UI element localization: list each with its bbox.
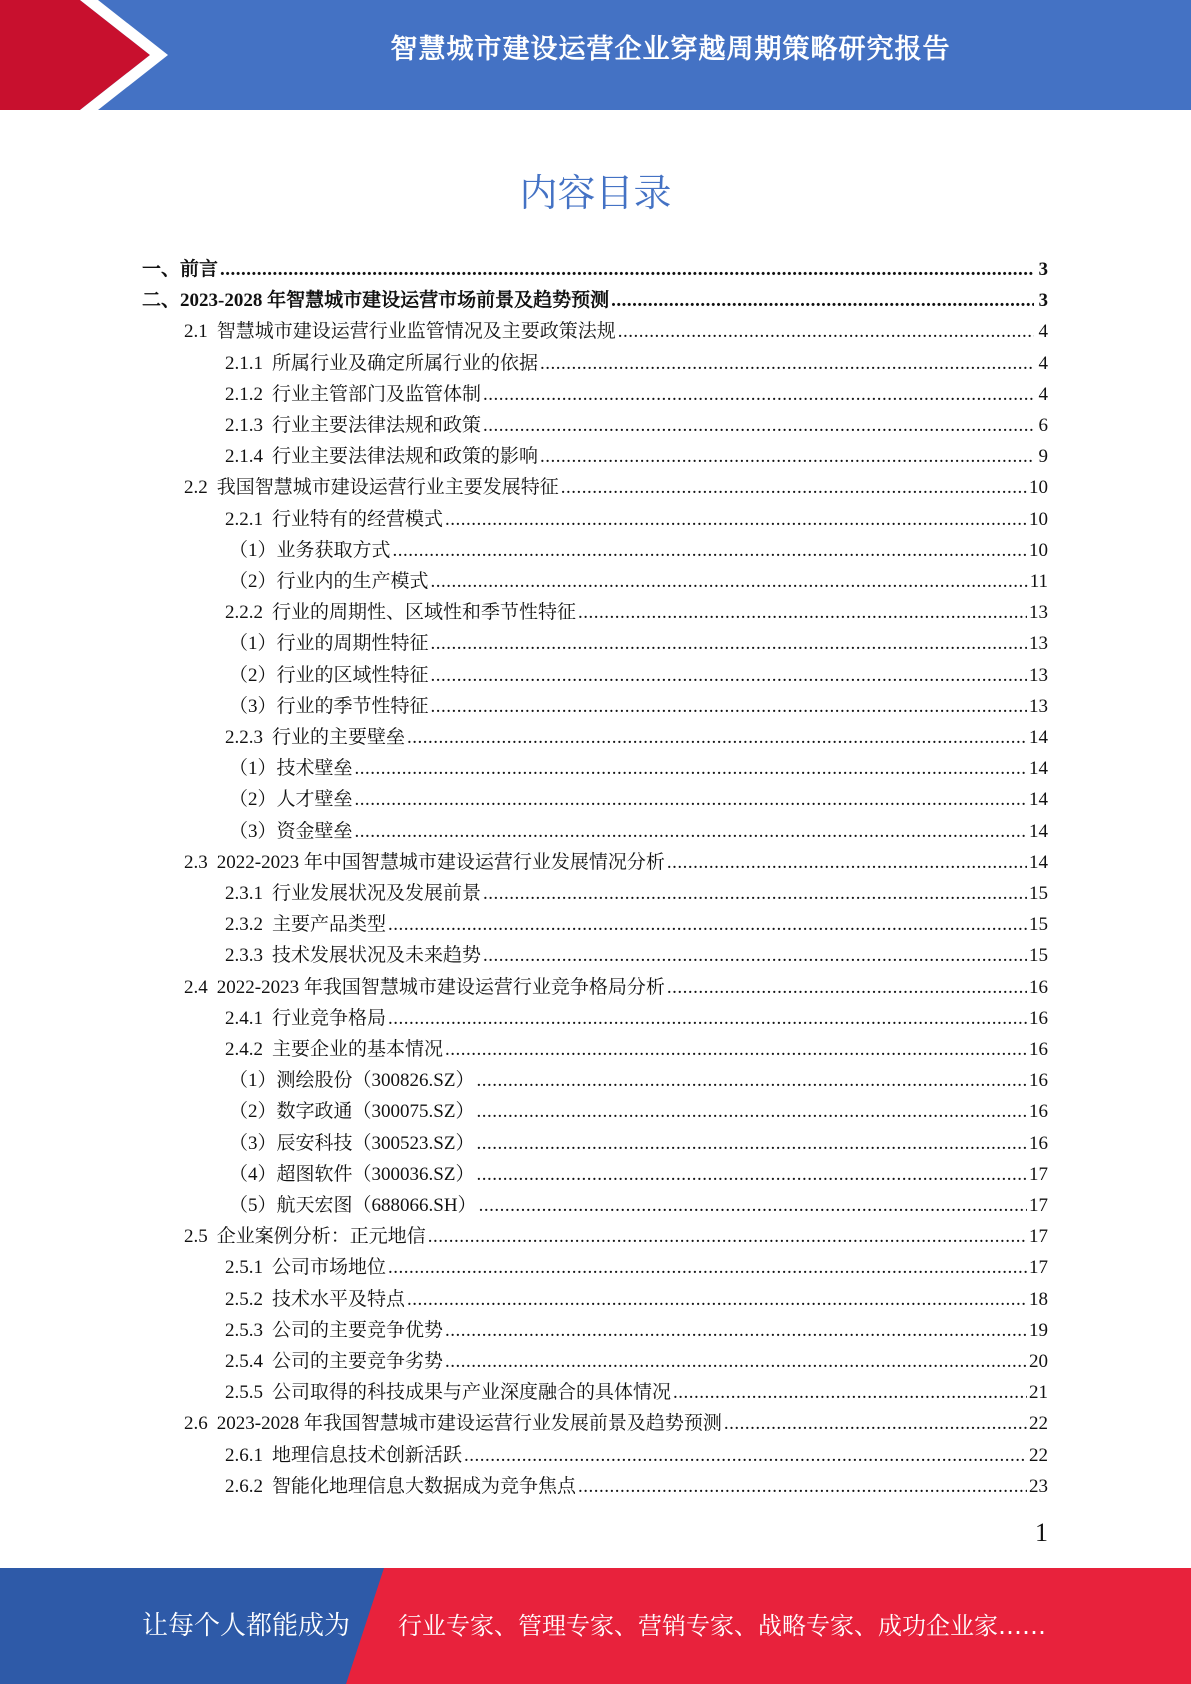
toc-entry[interactable]: [184, 1408, 1048, 1439]
toc-entry-text: 行业发展状况及发展前景: [272, 883, 482, 904]
toc-entry[interactable]: [184, 1221, 1048, 1252]
toc-entry-page: 10: [1029, 539, 1048, 561]
toc-entry-page: 17: [1029, 1257, 1048, 1279]
toc-entry-page: 16: [1029, 1007, 1048, 1029]
toc-entry-number: 2.6.1: [225, 1444, 263, 1466]
toc-entry[interactable]: [225, 722, 1048, 753]
footer-left-text: 让每个人都能成为: [142, 1611, 351, 1641]
toc-entry[interactable]: [229, 691, 1048, 722]
toc-entry-text: 行业的区域性特征: [276, 664, 429, 686]
toc-entry-number: 2.5.4: [225, 1351, 263, 1372]
toc-entry-text: 公司取得的科技成果与产业深度融合的具体情况: [272, 1382, 672, 1404]
toc-entry-page: 9: [1038, 446, 1048, 468]
toc-entry-text: 我国智慧城市建设运营行业主要发展特征: [216, 477, 559, 499]
toc-entry[interactable]: [229, 1065, 1048, 1096]
toc-entry-text: 主要产品类型: [272, 914, 387, 936]
toc-entry-text: 行业主要法律法规和政策: [272, 415, 482, 436]
toc-entry[interactable]: [184, 847, 1048, 878]
toc-dot-leader: [618, 321, 1034, 343]
toc-entry[interactable]: [225, 504, 1048, 535]
toc-dot-leader: [431, 665, 1027, 687]
toc-entry[interactable]: [184, 972, 1048, 1003]
toc-entry-text: 行业的主要壁垒: [272, 727, 406, 748]
toc-entry-text: 前言: [180, 259, 219, 280]
toc-entry-text: 辰安科技（300523.SZ）: [276, 1132, 475, 1154]
toc-entry-number: 2.3.1: [225, 883, 263, 904]
toc-entry-number: 2.1.2: [225, 383, 263, 405]
toc-entry-number: 2.4: [184, 976, 208, 998]
toc-entry[interactable]: [225, 441, 1048, 472]
toc-entry[interactable]: [225, 1003, 1048, 1034]
toc-entry-text: 行业的周期性、区域性和季节性特征: [272, 602, 577, 624]
toc-entry[interactable]: [225, 1440, 1048, 1471]
toc-dot-leader: [611, 290, 1034, 312]
toc-entry-number: 2.1.4: [225, 446, 263, 468]
toc-entry-page: 4: [1038, 383, 1048, 405]
toc-dot-leader: [476, 1164, 1027, 1186]
toc-dot-leader: [479, 1195, 1027, 1217]
toc-dot-leader: [476, 1101, 1027, 1123]
toc-dot-leader: [667, 852, 1027, 874]
toc-dot-leader: [464, 1445, 1027, 1467]
toc-entry-text: 测绘股份（300826.SZ）: [276, 1070, 475, 1092]
toc-dot-leader: [540, 446, 1034, 468]
toc-dot-leader: [445, 1351, 1027, 1373]
toc-entry-page: 17: [1029, 1226, 1048, 1248]
toc-dot-leader: [445, 1039, 1027, 1061]
toc-entry[interactable]: [142, 254, 1048, 285]
toc-entry-text: 数字政通（300075.SZ）: [276, 1101, 475, 1123]
toc-entry-text: 行业主管部门及监管体制: [272, 383, 482, 405]
toc-entry-number: 2.5.3: [225, 1319, 263, 1341]
toc-entry-number: 2.5.5: [225, 1382, 263, 1404]
toc-entry-number: 2.3.2: [225, 914, 263, 936]
toc-entry[interactable]: [225, 1346, 1048, 1377]
toc-entry-page: 14: [1029, 758, 1048, 780]
toc-entry-text: 行业内的生产模式: [276, 571, 429, 592]
toc-dot-leader: [578, 1476, 1027, 1498]
toc-entry[interactable]: [225, 1284, 1048, 1315]
toc-entry-text: 主要企业的基本情况: [272, 1039, 444, 1060]
toc-entry-number: 2.5.1: [225, 1257, 263, 1279]
toc-entry-page: 17: [1029, 1163, 1048, 1185]
toc-entry-text: 公司的主要竞争优势: [272, 1319, 444, 1341]
page-footer: [0, 1568, 1191, 1684]
toc-entry-page: 18: [1029, 1288, 1048, 1310]
toc-dot-leader: [483, 883, 1027, 905]
toc-dot-leader: [483, 945, 1027, 967]
toc-entry[interactable]: [229, 1190, 1048, 1221]
toc-entry-page: 14: [1029, 851, 1048, 873]
page-header: [0, 0, 1191, 110]
toc-entry[interactable]: [229, 784, 1048, 815]
toc-entry[interactable]: [225, 909, 1048, 940]
toc-entry-page: 14: [1029, 789, 1048, 811]
toc-entry-number: 二、: [142, 290, 181, 312]
toc-entry[interactable]: [229, 816, 1048, 847]
toc-entry[interactable]: [225, 1315, 1048, 1346]
toc-entry-number: 2.5.2: [225, 1288, 263, 1310]
page-number: 1: [1035, 1518, 1048, 1547]
toc-entry[interactable]: [229, 1159, 1048, 1190]
toc-entry-number: （3）: [229, 695, 277, 717]
toc-entry-page: 16: [1029, 1101, 1048, 1123]
toc-entry[interactable]: [229, 566, 1048, 597]
toc-entry-text: 行业的周期性特征: [276, 633, 429, 655]
toc-entry-text: 技术水平及特点: [272, 1288, 406, 1310]
toc-entry[interactable]: [225, 597, 1048, 628]
toc-entry-text: 人才壁垒: [276, 789, 353, 811]
toc-entry-page: 3: [1038, 259, 1048, 280]
toc-entry-page: 6: [1038, 415, 1048, 436]
toc-entry-text: 行业特有的经营模式: [272, 508, 444, 530]
toc-entry-page: 13: [1029, 664, 1048, 686]
toc-entry-text: 所属行业及确定所属行业的依据: [272, 352, 539, 374]
toc-entry[interactable]: [229, 535, 1048, 566]
toc-dot-leader: [561, 477, 1027, 499]
toc-entry-page: 20: [1029, 1351, 1048, 1372]
toc-entry[interactable]: [229, 628, 1048, 659]
toc-entry-number: （1）: [229, 633, 277, 655]
toc-entry-number: （2）: [229, 664, 277, 686]
toc-entry-text: 航天宏图（688066.SH）: [276, 1195, 477, 1216]
toc-entry-number: （1）: [229, 539, 277, 561]
toc-entry[interactable]: [229, 1128, 1048, 1159]
toc-entry-number: 2.6: [184, 1413, 208, 1435]
toc-entry[interactable]: [225, 878, 1048, 909]
toc-entry-number: 2.1: [184, 321, 208, 343]
toc-entry-page: 14: [1029, 727, 1048, 748]
toc-entry-text: 行业竞争格局: [272, 1007, 387, 1029]
toc-entry[interactable]: [225, 1034, 1048, 1065]
toc-entry[interactable]: [184, 316, 1048, 347]
toc-entry-text: 2022-2023 年中国智慧城市建设运营行业发展情况分析: [216, 851, 665, 873]
toc-entry[interactable]: [229, 1096, 1048, 1127]
toc-dot-leader: [445, 1320, 1027, 1342]
toc-dot-leader: [476, 1070, 1027, 1092]
toc-entry-text: 技术发展状况及未来趋势: [272, 945, 482, 967]
toc-entry[interactable]: [225, 940, 1048, 971]
toc-dot-leader: [445, 509, 1027, 531]
toc-entry-page: 21: [1029, 1382, 1048, 1404]
toc-dot-leader: [431, 571, 1028, 593]
toc-entry-page: 16: [1029, 976, 1048, 998]
toc-entry[interactable]: [225, 348, 1048, 379]
toc-entry-number: （4）: [229, 1163, 277, 1185]
toc-entry[interactable]: [229, 753, 1048, 784]
toc-entry-page: 15: [1029, 914, 1048, 936]
toc-dot-leader: [407, 1289, 1027, 1311]
toc-entry[interactable]: [229, 660, 1048, 691]
toc-entry[interactable]: [225, 410, 1048, 441]
toc-entry-number: 2.2.2: [225, 602, 263, 624]
toc-entry-number: 2.1.1: [225, 352, 263, 374]
toc-entry-page: 10: [1029, 477, 1048, 499]
toc-entry[interactable]: [142, 285, 1048, 316]
toc-dot-leader: [431, 633, 1027, 655]
toc-dot-leader: [407, 727, 1027, 749]
toc-entry-page: 22: [1029, 1413, 1048, 1435]
toc-entry-text: 行业的季节性特征: [276, 695, 429, 717]
toc-entry-page: 13: [1029, 695, 1048, 717]
toc-entry-text: 2023-2028 年我国智慧城市建设运营行业发展前景及趋势预测: [216, 1413, 722, 1435]
toc-entry-number: 2.4.1: [225, 1007, 263, 1029]
header-title: 智慧城市建设运营企业穿越周期策略研究报告: [390, 34, 951, 65]
toc-dot-leader: [540, 353, 1034, 375]
toc-entry-page: 17: [1029, 1195, 1048, 1216]
toc-entry-page: 11: [1029, 571, 1048, 592]
toc-title: 内容目录: [519, 171, 672, 215]
toc-entry-page: 13: [1029, 602, 1048, 624]
toc-entry-text: 智慧城市建设运营行业监管情况及主要政策法规: [216, 321, 616, 343]
toc-entry-number: （3）: [229, 820, 277, 842]
toc-entry-text: 超图软件（300036.SZ）: [276, 1163, 475, 1185]
toc-dot-leader: [673, 1382, 1027, 1404]
toc-entry-number: （1）: [229, 1070, 277, 1092]
toc-dot-leader: [220, 259, 1034, 281]
toc-entry-page: 19: [1029, 1319, 1048, 1341]
toc-entry-number: 2.3: [184, 851, 208, 873]
toc-entry-page: 15: [1029, 883, 1048, 904]
toc-dot-leader: [388, 1008, 1027, 1030]
toc-entry-number: 2.4.2: [225, 1039, 263, 1060]
toc-entry-page: 16: [1029, 1070, 1048, 1092]
toc-entry-number: 一、: [142, 259, 181, 280]
toc-entry-text: 资金壁垒: [276, 820, 353, 842]
toc-dot-leader: [483, 384, 1034, 406]
toc-dot-leader: [578, 602, 1027, 624]
toc-dot-leader: [355, 758, 1027, 780]
toc-dot-leader: [355, 789, 1027, 811]
toc-entry-number: 2.5: [184, 1226, 208, 1248]
toc-entry-page: 4: [1038, 321, 1048, 343]
toc-entry-number: （2）: [229, 789, 277, 811]
toc-entry-page: 15: [1029, 945, 1048, 967]
toc-entry-text: 智能化地理信息大数据成为竞争焦点: [272, 1475, 577, 1497]
toc-entry-text: 2023-2028 年智慧城市建设运营市场前景及趋势预测: [180, 290, 610, 312]
toc-entry-number: 2.1.3: [225, 415, 263, 436]
toc-entry-text: 业务获取方式: [276, 539, 391, 561]
toc-dot-leader: [667, 977, 1027, 999]
toc-entry-text: 公司市场地位: [272, 1257, 387, 1279]
toc-entry-page: 23: [1029, 1475, 1048, 1497]
toc-dot-leader: [355, 821, 1027, 843]
toc-entry-text: 企业案例分析：正元地信: [216, 1226, 426, 1248]
footer-right-text: 行业专家、管理专家、营销专家、战略专家、成功企业家……: [398, 1612, 1046, 1640]
toc-entry-number: （2）: [229, 1101, 277, 1123]
toc-entry-number: （2）: [229, 571, 277, 592]
toc-entry-number: （1）: [229, 758, 277, 780]
toc-dot-leader: [428, 1226, 1027, 1248]
toc-entry-number: （3）: [229, 1132, 277, 1154]
toc-entry-page: 16: [1029, 1132, 1048, 1154]
toc-dot-leader: [724, 1413, 1027, 1435]
toc-entry-text: 技术壁垒: [276, 758, 353, 780]
toc-entry[interactable]: [225, 1377, 1048, 1408]
toc-entry-number: 2.3.3: [225, 945, 263, 967]
toc-entry[interactable]: [225, 379, 1048, 410]
toc-entry-page: 22: [1029, 1444, 1048, 1466]
toc-entry-number: 2.2.3: [225, 727, 263, 748]
toc-entry-number: 2.6.2: [225, 1475, 263, 1497]
toc-entry-page: 16: [1029, 1039, 1048, 1060]
toc-entry-number: 2.2: [184, 477, 208, 499]
toc-entry-text: 地理信息技术创新活跃: [272, 1444, 463, 1466]
toc-dot-leader: [483, 415, 1034, 437]
toc-entry-page: 4: [1038, 352, 1048, 374]
toc-entry-number: 2.2.1: [225, 508, 263, 530]
toc-dot-leader: [388, 1257, 1027, 1279]
toc-dot-leader: [476, 1133, 1027, 1155]
toc-dot-leader: [393, 540, 1027, 562]
toc-entry-page: 10: [1029, 508, 1048, 530]
toc-dot-leader: [431, 696, 1027, 718]
toc-entry[interactable]: [225, 1252, 1048, 1283]
toc-entry[interactable]: [225, 1471, 1048, 1502]
toc-entry-text: 公司的主要竞争劣势: [272, 1351, 444, 1372]
toc-entry[interactable]: [184, 472, 1048, 503]
toc-entry-page: 14: [1029, 820, 1048, 842]
toc-entry-page: 3: [1038, 290, 1048, 312]
toc-dot-leader: [388, 914, 1027, 936]
toc-entry-page: 13: [1029, 633, 1048, 655]
toc-entry-number: （5）: [229, 1195, 277, 1216]
toc-entry-text: 行业主要法律法规和政策的影响: [272, 446, 539, 468]
toc-entry-text: 2022-2023 年我国智慧城市建设运营行业竞争格局分析: [216, 976, 665, 998]
